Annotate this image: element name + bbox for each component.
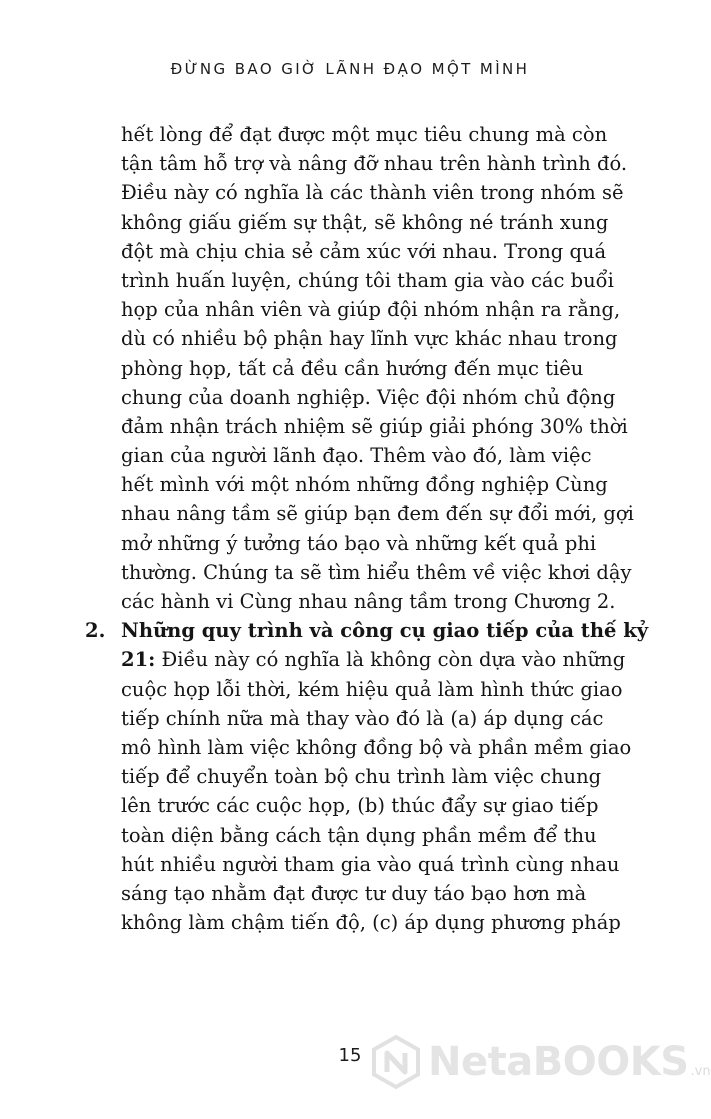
list-heading-end: 21: — [121, 648, 156, 672]
page-body — [85, 120, 649, 937]
text-line: toàn diện bằng cách tận dụng phần mềm để thu — [121, 823, 597, 847]
text-line: cuộc họp lỗi thời, kém hiệu quả làm hình thức giao — [121, 677, 623, 701]
text-line: hết lòng để đạt được một mục tiêu chung mà còn — [121, 123, 608, 146]
text-line: không làm chậm tiến độ, (c) áp dụng phương pháp — [121, 911, 621, 935]
text-line: các hành vi Cùng nhau nâng tầm trong Chương 2. — [121, 590, 616, 613]
text-line: mở những ý tưởng táo bạo và những kết quả phi — [121, 531, 597, 555]
watermark-suffix: .vn — [690, 1063, 711, 1079]
text-line: lên trước các cuộc họp, (b) thúc đẩy sự giao tiếp — [121, 794, 599, 818]
text-line: gian của người lãnh đạo. Thêm vào đó, làm việc — [121, 444, 592, 468]
list-body-start: Điều này có nghĩa là không còn dựa vào những — [155, 648, 626, 672]
text-line: nhau nâng tầm sẽ giúp bạn đem đến sự đổi mới, gợi — [121, 502, 634, 526]
text-line: không giấu giếm sự thật, sẽ không né tránh xung — [121, 210, 609, 234]
watermark-text: NetaBOOKS — [428, 1039, 689, 1085]
list-number: 2. — [85, 619, 106, 643]
text-line: họp của nhân viên và giúp đội nhóm nhận ra rằng, — [121, 298, 621, 322]
paragraph-continued — [121, 120, 634, 616]
running-header: ĐỪNG BAO GIỜ LÃNH ĐẠO MỘT MÌNH — [170, 60, 530, 78]
text-line: tiếp để chuyển toàn bộ chu trình làm việc chung — [121, 765, 602, 789]
text-line: Điều này có nghĩa là các thành viên trong nhóm sẽ — [121, 181, 624, 205]
text-line: thường. Chúng ta sẽ tìm hiểu thêm về việc khơi dậy — [121, 560, 632, 584]
text-line: trình huấn luyện, chúng tôi tham gia vào các buổi — [121, 268, 614, 292]
text-line: đột mà chịu chia sẻ cảm xúc với nhau. Trong quá — [121, 239, 607, 263]
list-item-2 — [85, 616, 649, 937]
text-line: dù có nhiều bộ phận hay lĩnh vực khác nhau trong — [121, 327, 618, 351]
text-line: phòng họp, tất cả đều cần hướng đến mục tiêu — [121, 356, 584, 380]
text-line: sáng tạo nhằm đạt được tư duy táo bạo hơn mà — [121, 881, 587, 905]
text-line: tiếp chính nữa mà thay vào đó là (a) áp dụng các — [121, 706, 604, 730]
netabooks-logo-icon — [368, 1034, 424, 1090]
page-number: 15 — [338, 1045, 362, 1066]
text-line: mô hình làm việc không đồng bộ và phần mềm giao — [121, 735, 632, 759]
list-heading-line-2 — [121, 645, 626, 674]
text-line: tận tâm hỗ trợ và nâng đỡ nhau trên hành trình đó. — [121, 152, 628, 176]
list-heading-line: Những quy trình và công cụ giao tiếp của thế kỷ — [121, 619, 649, 643]
watermark — [368, 1034, 711, 1090]
text-line: hút nhiều người tham gia vào quá trình cùng nhau — [121, 852, 620, 876]
text-line: đảm nhận trách nhiệm sẽ giúp giải phóng 30% thời — [121, 414, 628, 438]
text-line: chung của doanh nghiệp. Việc đội nhóm chủ động — [121, 385, 616, 409]
text-line: hết mình với một nhóm những đồng nghiệp Cùng — [121, 473, 608, 497]
